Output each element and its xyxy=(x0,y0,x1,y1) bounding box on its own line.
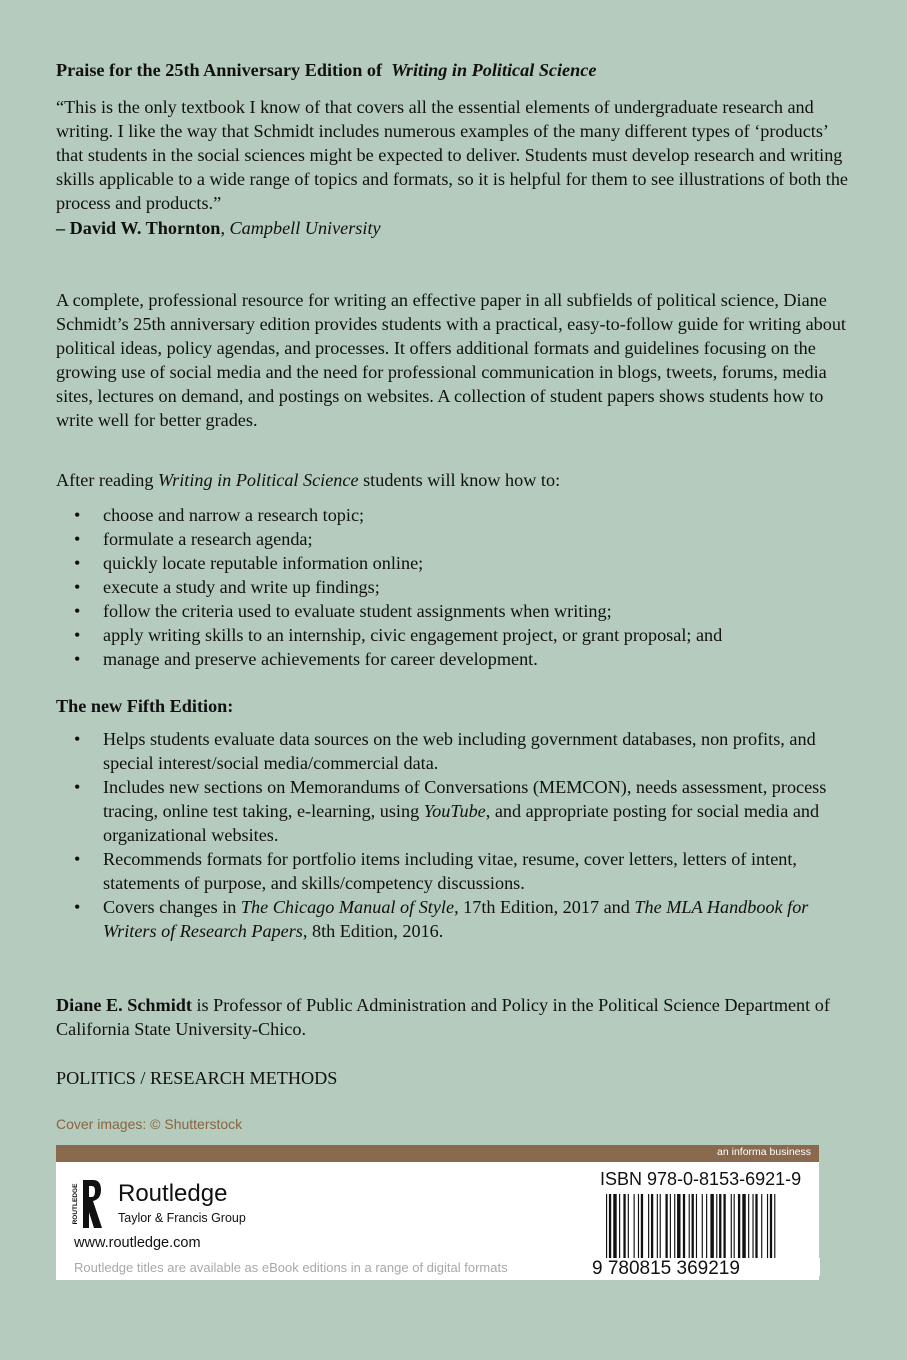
ebook-note: Routledge titles are available as eBook editions in a range of digital formats xyxy=(74,1260,508,1275)
skills-lead: After reading Writing in Political Science students will know how to: xyxy=(56,470,561,490)
reviewer-name: David W. Thornton xyxy=(69,218,221,238)
author-bio: Diane E. Schmidt is Professor of Public Administration and Policy in the Political Science Department of California State University-Chico. xyxy=(56,995,830,1039)
list-item: • execute a study and write up findings; xyxy=(74,577,380,597)
praise-book-title: Writing in Political Science xyxy=(391,60,597,80)
list-item: • Includes new sections on Memorandums of Conversations (MEMCON), needs assessment, process tracing, online test taking, e-learning, using YouTube, and appropriate posting for social media and organizational websites. xyxy=(74,777,827,845)
subject-category: POLITICS / RESEARCH METHODS xyxy=(56,1068,338,1088)
routledge-logo-icon xyxy=(69,1177,103,1231)
list-item: • choose and narrow a research topic; xyxy=(74,505,365,525)
review-quote: “This is the only textbook I know of that covers all the essential elements of undergraduate research and writing. I like the way that Schmidt includes numerous examples of the many different types of ‘products’ that students in the social sciences might be expected to deliver. Students must develop research and writing skills applicable to a wide range of topics and formats, so it is helpful for them to see illustrations of both the process and products.” xyxy=(56,97,848,213)
publisher-panel xyxy=(56,1162,819,1280)
list-item: • manage and preserve achievements for career development. xyxy=(74,649,538,669)
new-edition-list xyxy=(56,727,846,943)
publisher-group: Taylor & Francis Group xyxy=(118,1211,246,1225)
barcode-icon xyxy=(590,1194,820,1276)
publisher-name: Routledge xyxy=(118,1180,228,1207)
author-name: Diane E. Schmidt xyxy=(56,995,192,1015)
book-description: A complete, professional resource for writing an effective paper in all subfields of political science, Diane Schmidt’s 25th anniversary edition provides students with a practical, easy-to-follow guide for writing about political ideas, policy agendas, and processes. It offers additional formats and guidelines focusing on the growing use of social media and the need for professional communication in blogs, tweets, forums, media sites, lectures on demand, and postings on websites. A collection of student papers shows students how to write well for better grades. xyxy=(56,290,846,430)
cover-credit: Cover images: © Shutterstock xyxy=(56,1116,243,1132)
list-item: • quickly locate reputable information online; xyxy=(74,553,424,573)
new-edition-heading: The new Fifth Edition: xyxy=(56,696,234,716)
publisher-url: www.routledge.com xyxy=(74,1235,201,1251)
list-item: • Helps students evaluate data sources on the web including government databases, non profits, and special interest/social media/commercial data. xyxy=(74,729,816,773)
informa-tagline: an informa business xyxy=(717,1146,811,1158)
list-item: • Recommends formats for portfolio items including vitae, resume, cover letters, letters of intent, statements of purpose, and skills/competency discussions. xyxy=(74,849,797,893)
review-attribution: – David W. Thornton, Campbell University xyxy=(56,218,381,238)
isbn-label: ISBN 978-0-8153-6921-9 xyxy=(600,1169,802,1189)
routledge-logo-text: ROUTLEDGE xyxy=(72,1183,79,1225)
praise-heading: Praise for the 25th Anniversary Edition of Writing in Political Science xyxy=(56,60,597,80)
barcode-digits: 9 780815 369219 xyxy=(592,1258,740,1276)
skills-list xyxy=(56,503,846,671)
list-item: • formulate a research agenda; xyxy=(74,529,313,549)
reviewer-affiliation: Campbell University xyxy=(229,218,381,238)
publisher-bar xyxy=(56,1145,819,1162)
list-item: • Covers changes in The Chicago Manual of Style, 17th Edition, 2017 and The MLA Handbook for Writers of Research Papers, 8th Edition, 2016. xyxy=(74,897,809,941)
list-item: • apply writing skills to an internship, civic engagement project, or grant proposal; and xyxy=(74,625,723,645)
list-item: • follow the criteria used to evaluate student assignments when writing; xyxy=(74,601,612,621)
